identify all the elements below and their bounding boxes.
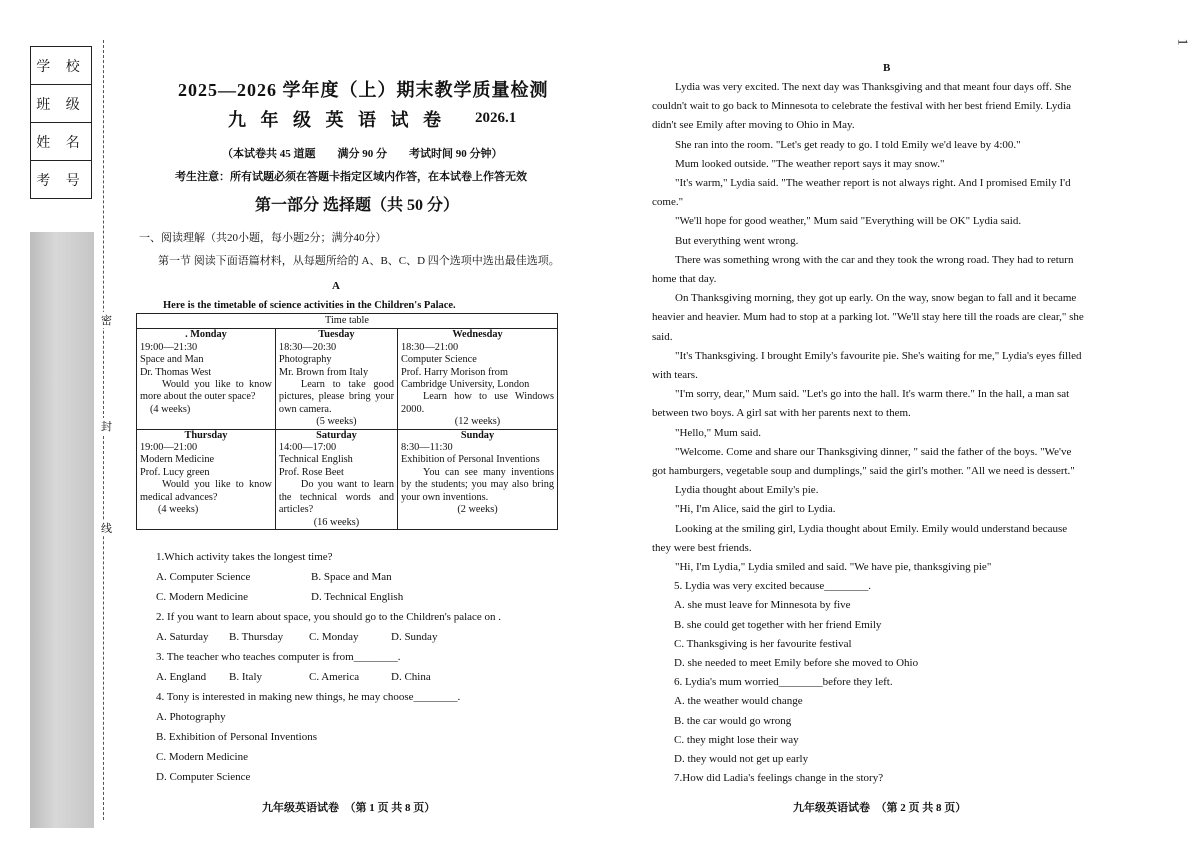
passage-line: "Hi, I'm Alice, said the girl to Lydia. — [675, 503, 836, 515]
cell-time: 14:00—17:00 — [278, 442, 337, 454]
cell-desc: Would you like to know more about the outer space? — [140, 379, 272, 403]
cell-topic: Computer Science — [401, 354, 477, 366]
cell-weeks: (5 weeks) — [316, 416, 357, 428]
info-exam-number: 考 号 — [36, 173, 86, 189]
cell-weeks: (2 weeks) — [457, 504, 498, 516]
cell-day: . Monday — [185, 329, 227, 341]
question-stem: 3. The teacher who teaches computer is from________. — [156, 651, 401, 663]
passage-line: couldn't wait to go back to Minnesota to celebrate the festival with her best friend Emily. Lydia — [652, 100, 1071, 112]
cell-day: Thursday — [184, 429, 228, 441]
timetable-cell — [398, 429, 558, 529]
passage-line: home that day. — [652, 273, 717, 285]
question-stem: 1.Which activity takes the longest time? — [156, 551, 333, 563]
question-option: D. Technical English — [311, 591, 404, 603]
seal-mark-mi: 密 — [101, 312, 112, 328]
passage-line: Lydia thought about Emily's pie. — [675, 484, 819, 496]
scan-page-number: 1 — [1174, 38, 1190, 46]
question-line: A. she must leave for Minnesota by five — [674, 599, 851, 611]
question-option: B. Exhibition of Personal Inventions — [156, 731, 318, 743]
cell-day: Saturday — [316, 429, 357, 441]
timetable-title: Time table — [137, 314, 558, 329]
passage-b-letter: B — [883, 62, 891, 74]
question-option: A. Photography — [156, 711, 226, 723]
question-option: A. Computer Science — [156, 571, 251, 583]
question-line: C. Thanksgiving is her favourite festival — [674, 638, 852, 650]
question-line: C. they might lose their way — [674, 734, 799, 746]
cell-topic: Technical English — [278, 454, 353, 466]
timetable-cell — [137, 329, 276, 429]
seal-mark-feng: 封 — [101, 418, 112, 434]
passage-line: heavier and heavier. Mum had to stop at a parking lot. "We'll stay here till the roads are clear," she — [652, 311, 1084, 323]
cell-day: Wednesday — [452, 329, 503, 341]
cell-topic: Space and Man — [140, 354, 204, 366]
info-school: 学 校 — [31, 47, 91, 85]
passage-line: "We'll hope for good weather," Mum said "Everything will be OK" Lydia said. — [675, 215, 1022, 227]
cell-desc: Learn to take good pictures, please bring your own camera. — [278, 379, 394, 415]
cell-teacher: Prof. Harry Morison from Cambridge University, London — [401, 366, 530, 391]
footer-page-1: 九年级英语试卷 （第 1 页 共 8 页） — [262, 802, 436, 814]
timetable-intro: Here is the timetable of science activities in the Children's Palace. — [163, 300, 456, 311]
student-info-box — [30, 46, 92, 199]
cell-time: 18:30—21:00 — [401, 341, 459, 353]
passage-line: between two boys. A girl sat with her parents next to them. — [652, 407, 911, 419]
cell-day: Tuesday — [318, 329, 355, 341]
cell-weeks: (16 weeks) — [313, 516, 360, 528]
passage-line: She ran into the room. "Let's get ready to go. I told Emily we'd leave by 4:00." — [675, 139, 1021, 151]
footer-page-2: 九年级英语试卷 （第 2 页 共 8 页） — [793, 802, 967, 814]
question-stem: 4. Tony is interested in making new things, he may choose________. — [156, 691, 461, 703]
exam-subtitle: 九 年 级 英 语 试 卷 — [228, 110, 446, 130]
passage-line: "Hello," Mum said. — [675, 427, 761, 439]
binding-strip — [30, 232, 94, 828]
question-line: 7.How did Ladia's feelings change in the story? — [674, 772, 884, 784]
cell-day: Sunday — [460, 429, 495, 441]
exam-date: 2026.1 — [475, 110, 517, 126]
timetable-cell — [275, 429, 397, 529]
passage-line: "I'm sorry, dear," Mum said. "Let's go into the hall. It's warm there." In the hall, a man sat — [675, 388, 1070, 400]
question-option: C. Monday — [309, 631, 359, 643]
seal-mark-xian: 线 — [101, 520, 112, 536]
question-line: D. they would not get up early — [674, 753, 809, 765]
cell-topic: Exhibition of Personal Inventions — [401, 454, 540, 466]
question-option: D. Sunday — [391, 631, 438, 643]
passage-line: they were best friends. — [652, 542, 752, 554]
question-line: 5. Lydia was very excited because________. — [674, 580, 872, 592]
cell-weeks: (4 weeks) — [158, 504, 199, 516]
question-option: D. China — [391, 671, 431, 683]
question-option: B. Space and Man — [311, 571, 392, 583]
cell-teacher: Prof. Rose Beet — [278, 466, 344, 478]
passage-line: said. — [652, 331, 673, 343]
passage-line: "Hi, I'm Lydia," Lydia smiled and said. "We have pie, thanksgiving pie" — [675, 561, 992, 573]
question-option: B. Italy — [229, 671, 262, 683]
passage-line: "It's warm," Lydia said. "The weather report is not always right. And I promised Emily I'd — [675, 177, 1071, 189]
question-stem: 2. If you want to learn about space, you should go to the Children's palace on . — [156, 611, 502, 623]
question-line: B. the car would go wrong — [674, 715, 792, 727]
exam-notice: 考生注意：所有试题必须在答题卡指定区域内作答，在本试卷上作答无效 — [175, 171, 527, 183]
passage-line: Looking at the smiling girl, Lydia thought about Emily. Emily would understand because — [675, 523, 1068, 535]
exam-title: 2025—2026 学年度（上）期末教学质量检测 — [178, 80, 549, 100]
cell-time: 18:30—20:30 — [278, 341, 337, 353]
exam-meta: （本试卷共 45 道题 满分 90 分 考试时间 90 分钟） — [222, 148, 503, 160]
cell-weeks: (12 weeks) — [454, 416, 501, 428]
question-option: C. America — [309, 671, 360, 683]
passage-line: "It's Thanksgiving. I brought Emily's favourite pie. She's waiting for me," Lydia's eyes filled — [675, 350, 1082, 362]
passage-line: "Welcome. Come and share our Thanksgiving dinner, " said the father of the boys. "We've — [675, 446, 1072, 458]
timetable — [136, 313, 558, 530]
passage-line: Mum looked outside. "The weather report says it may snow." — [675, 158, 945, 170]
timetable-cell — [137, 429, 276, 529]
passage-line: But everything went wrong. — [675, 235, 799, 247]
cell-weeks: (4 weeks) — [150, 403, 191, 415]
cell-time: 8:30—11:30 — [401, 442, 453, 454]
timetable-cell — [398, 329, 558, 429]
info-name: 姓 名 — [31, 123, 91, 161]
question-line: 6. Lydia's mum worried________before they left. — [674, 676, 893, 688]
cell-teacher: Mr. Brown from Italy — [278, 366, 369, 378]
timetable-cell — [275, 329, 397, 429]
passage-line: got hamburgers, vegetable soup and dumplings," said the girl's mother. "All we need is dessert." — [652, 465, 1075, 477]
question-line: D. she needed to meet Emily before she moved to Ohio — [674, 657, 919, 669]
cell-desc: Do you want to learn the technical words and articles? — [278, 479, 394, 516]
cell-desc: Would you like to know medical advances? — [140, 479, 272, 503]
cell-topic: Modern Medicine — [140, 454, 215, 466]
question-option: A. Saturday — [156, 631, 209, 643]
part-title: 第一部分 选择题（共 50 分） — [255, 197, 460, 214]
passage-line: come." — [652, 196, 684, 208]
cell-desc: Learn how to use Windows 2000. — [401, 391, 554, 415]
question-option: D. Computer Science — [156, 771, 251, 783]
question-option: C. Modern Medicine — [156, 591, 248, 603]
section-title: 一、阅读理解（共20小题，每小题2分；满分40分） — [139, 232, 387, 244]
section-instruction: 第一节 阅读下面语篇材料，从每题所给的 A、B、C、D 四个选项中选出最佳选项。 — [158, 255, 560, 267]
cell-teacher: Dr. Thomas West — [140, 366, 212, 378]
cell-desc: You can see many inventions by the students; you may also bring your own inventions. — [401, 466, 554, 503]
cell-teacher: Prof. Lucy green — [140, 466, 210, 478]
passage-line: didn't see Emily after moving to Ohio in May. — [652, 119, 855, 131]
question-option: C. Modern Medicine — [156, 751, 248, 763]
passage-line: On Thanksgiving morning, they got up early. On the way, snow began to fall and it became — [675, 292, 1077, 304]
cell-topic: Photography — [278, 354, 332, 366]
question-option: A. England — [156, 671, 207, 683]
passage-line: Lydia was very excited. The next day was Thanksgiving and that meant four days off. She — [675, 81, 1072, 93]
cell-time: 19:00—21:00 — [140, 442, 198, 454]
question-line: A. the weather would change — [674, 695, 803, 707]
question-line: B. she could get together with her friend Emily — [674, 619, 882, 631]
info-class: 班 级 — [31, 85, 91, 123]
passage-line: with tears. — [652, 369, 698, 381]
passage-line: There was something wrong with the car and they took the wrong road. They had to return — [675, 254, 1074, 266]
passage-a-letter: A — [332, 280, 340, 292]
cell-time: 19:00—21:30 — [140, 341, 198, 353]
question-option: B. Thursday — [229, 631, 284, 643]
